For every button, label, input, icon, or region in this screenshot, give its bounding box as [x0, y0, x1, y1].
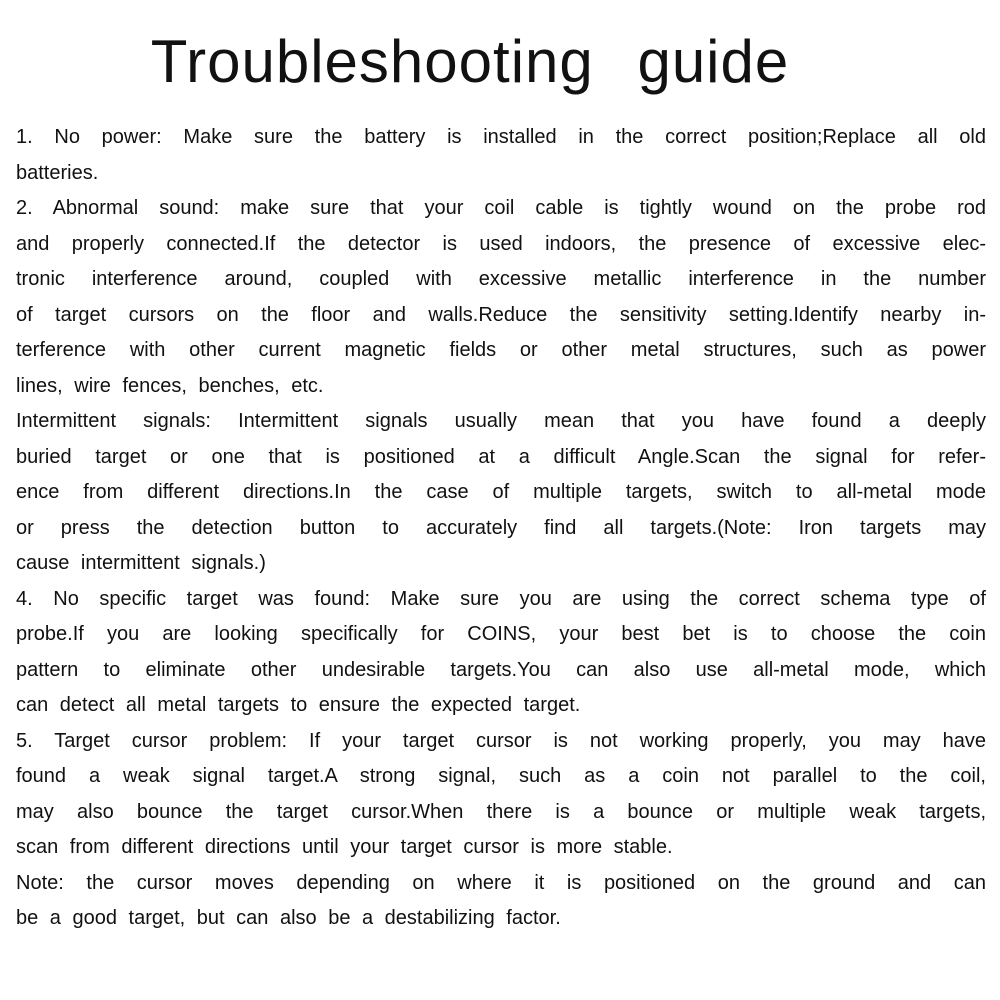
text-line: or press the detection button to accurately find all targets.(Note: Iron targets may: [16, 516, 986, 539]
text-line: Note: the cursor moves depending on where it is positioned on the ground and can: [16, 871, 986, 894]
text-line: pattern to eliminate other undesirable targets.You can also use all-metal mode, which: [16, 658, 986, 681]
text-line: batteries.: [16, 161, 99, 184]
text-line: 4. No specific target was found: Make sure you are using the correct schema type of: [16, 587, 986, 610]
text-line: 1. No power: Make sure the battery is installed in the correct position;Replace all old: [16, 126, 986, 148]
text-line: of target cursors on the floor and walls.Reduce the sensitivity setting.Identify nearby in-: [16, 303, 986, 326]
text-line: 2. Abnormal sound: make sure that your coil cable is tightly wound on the probe rod: [16, 197, 986, 219]
text-line: be a good target, but can also be a destabilizing factor.: [16, 907, 561, 929]
text-line: terference with other current magnetic fields or other metal structures, such as power: [16, 339, 986, 361]
text-line: may also bounce the target cursor.When there is a bounce or multiple weak targets,: [16, 800, 986, 823]
text-line: probe.If you are looking specifically for COINS, your best bet is to choose the coin: [16, 623, 986, 645]
text-line: cause intermittent signals.): [16, 552, 266, 574]
troubleshooting-text: [16, 120, 986, 937]
text-line: ence from different directions.In the case of multiple targets, switch to all-metal mode: [16, 481, 986, 503]
text-line: and properly connected.If the detector is used indoors, the presence of excessive elec-: [16, 232, 986, 255]
text-line: Intermittent signals: Intermittent signals usually mean that you have found a deeply: [16, 410, 986, 432]
text-line: found a weak signal target.A strong signal, such as a coin not parallel to the coil,: [16, 765, 986, 787]
text-line: tronic interference around, coupled with excessive metallic interference in the number: [16, 268, 986, 290]
page-title: Troubleshooting guide: [150, 28, 790, 95]
text-line: buried target or one that is positioned at a difficult Angle.Scan the signal for refer-: [16, 445, 986, 468]
text-line: 5. Target cursor problem: If your target cursor is not working properly, you may have: [16, 729, 986, 752]
text-line: can detect all metal targets to ensure the expected target.: [16, 694, 581, 716]
text-line: lines, wire fences, benches, etc.: [16, 374, 324, 397]
text-line: scan from different directions until your target cursor is more stable.: [16, 836, 673, 858]
